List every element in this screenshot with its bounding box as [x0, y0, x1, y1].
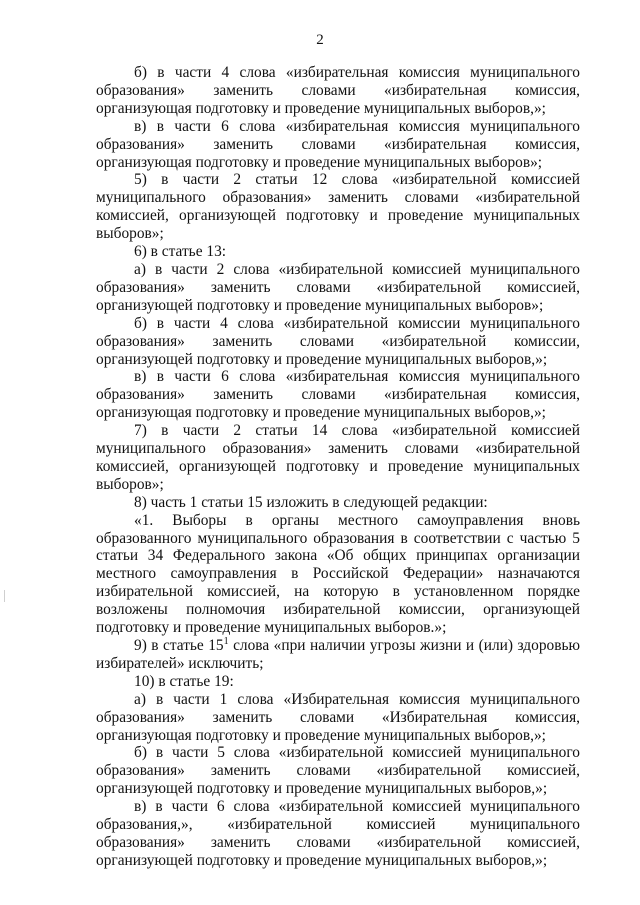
paragraph-4v: в) в части 6 слова «избирательная комиссия муниципального образования» заменить словами «избирательная комиссия, организующая подготовку и проведение муниципальных выборов»; [96, 117, 580, 171]
page-number: 2 [316, 32, 324, 48]
paragraph-7: 7) в части 2 статьи 14 слова «избирательной комиссией муниципального образования» заменить словами «избирательной комиссией, организующей подготовку и проведение муниципальных выборов»; [96, 422, 580, 493]
document-body [96, 64, 580, 870]
paragraph-9 [96, 637, 580, 673]
paragraph-6: 6) в статье 13: [134, 243, 227, 261]
paragraph-10a: а) в части 1 слова «Избирательная комиссия муниципального образования» заменить словами «Избирательная комиссия, организующая подготовку и проведение муниципальных выборов,»; [96, 690, 580, 744]
paragraph-8: 8) часть 1 статьи 15 изложить в следующей редакции: [134, 493, 488, 511]
paragraph-4b: б) в части 4 слова «избирательная комиссия муниципального образования» заменить словами «избирательная комиссия, организующая подготовку и проведение муниципальных выборов,»; [96, 64, 580, 117]
paragraph-8-quote: «1. Выборы в органы местного самоуправления вновь образованного муниципального образования в соответствии с частью 5 статьи 34 Федерального закона «Об общих принципах организации местного самоуправления в Российской Федерации» назначаются избирательной комиссией, на которую в установленном порядке возложены полномочия избирательной комиссии, организующей подготовку и проведение муниципальных выборов.»; [96, 511, 580, 637]
paragraph-9-start: 9) в статье 15 [134, 637, 224, 654]
paragraph-6v: в) в части 6 слова «избирательная комиссия муниципального образования» заменить словами «избирательная комиссия, организующая подготовку и проведение муниципальных выборов,»; [96, 368, 580, 422]
paragraph-5: 5) в части 2 статьи 12 слова «избирательной комиссией муниципального образования» заменить словами «избирательной комиссией, организующей подготовку и проведение муниципальных выборов»; [96, 171, 580, 243]
paragraph-6b: б) в части 4 слова «избирательной комиссии муниципального образования» заменить словами «избирательной комиссии, организующей подготовку и проведение муниципальных выборов,»; [96, 314, 580, 368]
paragraph-9-end: слова «при наличии угрозы жизни и (или) здоровью избирателей» исключить; [96, 637, 580, 672]
paragraph-10: 10) в статье 19: [134, 672, 234, 690]
article-superscript: 1 [223, 636, 229, 647]
paragraph-10v: в) в части 6 слова «избирательной комиссией муниципального образования,», «избирательной комиссией муниципального образования» заменить словами «избирательной комиссией, организующей подготовку и проведение муниципальных выборов,»; [96, 798, 580, 869]
paragraph-6a: а) в части 2 слова «избирательной комиссией муниципального образования» заменить словами «избирательной комиссией, организующей подготовку и проведение муниципальных выборов»; [96, 260, 580, 314]
scan-margin-mark [4, 590, 5, 602]
paragraph-10b: б) в части 5 слова «избирательной комиссией муниципального образования» заменить словами «избирательной комиссией, организующей подготовку и проведение муниципальных выборов,»; [96, 744, 580, 798]
